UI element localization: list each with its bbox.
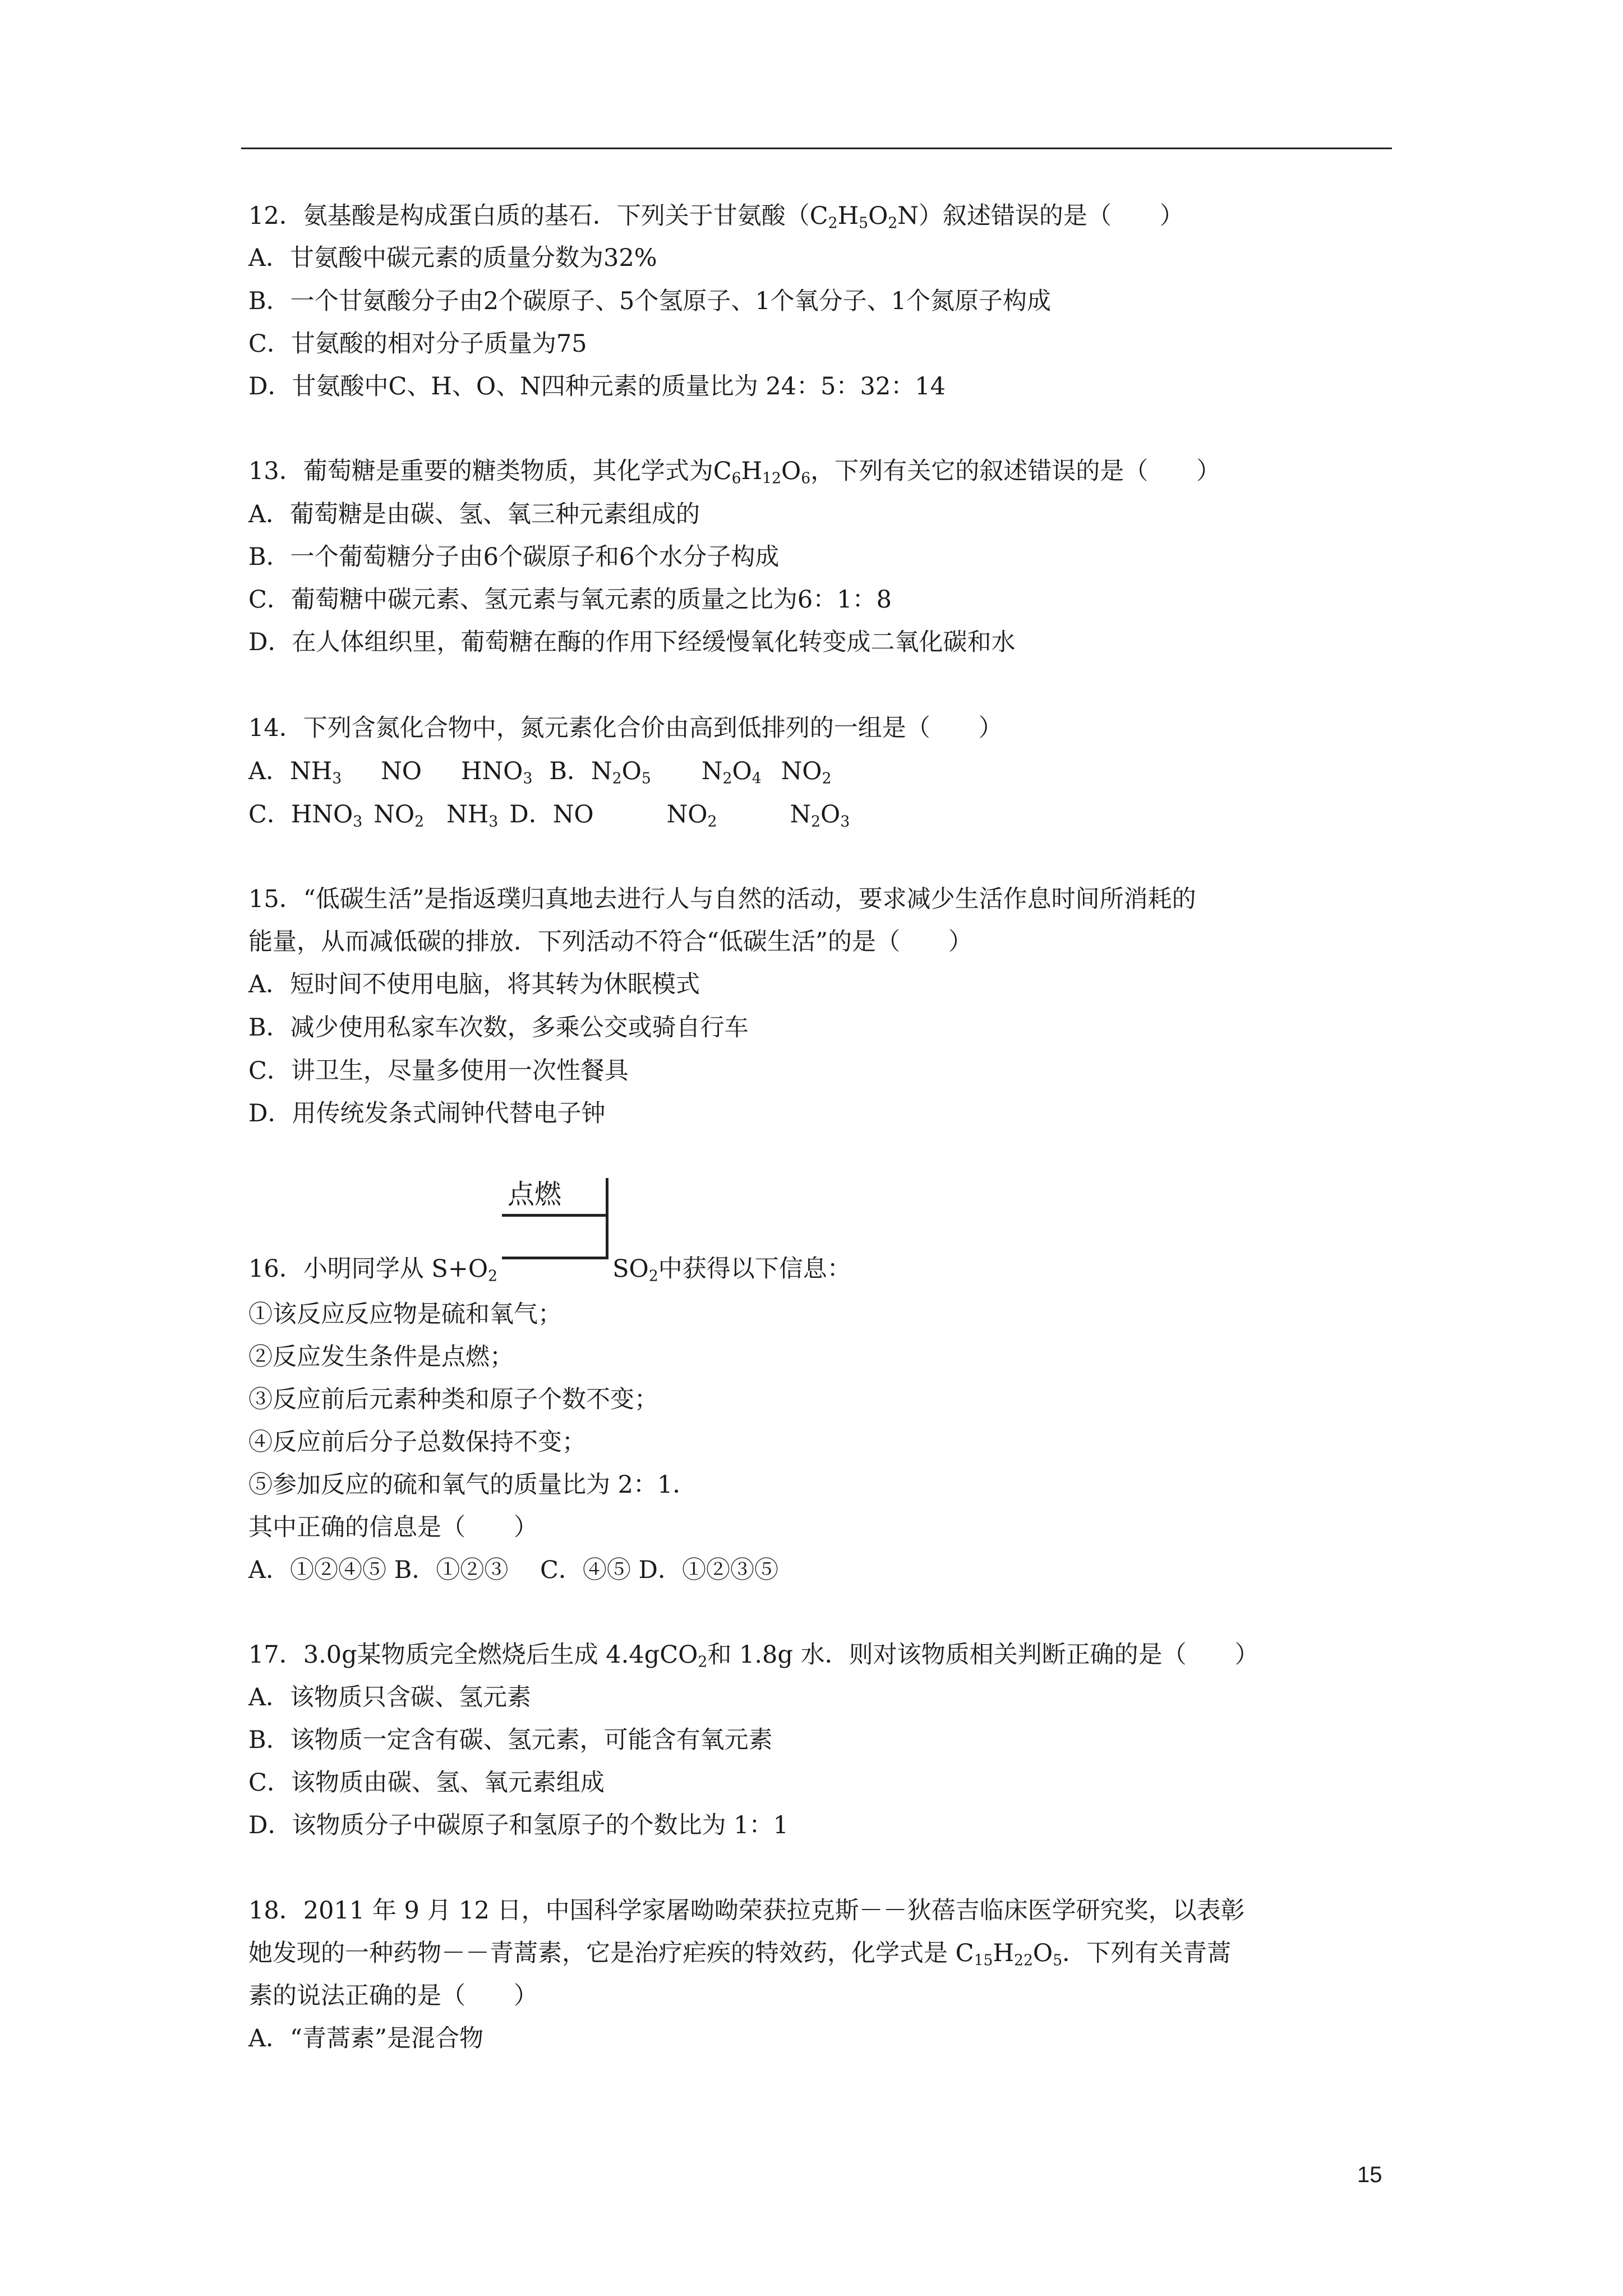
- q18-option-a: A．“青蒿素”是混合物: [248, 2024, 484, 2053]
- q16-stem: 16．小明同学从 $S+O_2$ $SO_2$中获得以下信息：: [248, 1255, 851, 1285]
- q15-option-b: B．减少使用私家车次数，多乘公交或骑自行车: [248, 1014, 749, 1042]
- q12-option-d: D．甘氨酸中C、H、O、N四种元素的质量比为 24：5：32：14: [248, 372, 946, 401]
- q18-stem-line3: 素的说法正确的是（ ）: [248, 1982, 538, 2010]
- q15-option-d: D．用传统发条式闹钟代替电子钟: [248, 1099, 606, 1128]
- q17-option-b: B．该物质一定含有碳、氢元素，可能含有氧元素: [248, 1726, 773, 1754]
- condition-vertical-line: [606, 1178, 608, 1259]
- q16-info-5: ⑤参加反应的硫和氧气的质量比为 2：1．: [248, 1471, 697, 1499]
- q17-option-c: C．该物质由碳、氢、氧元素组成: [248, 1769, 605, 1797]
- q16-ask: 其中正确的信息是（ ）: [248, 1513, 538, 1542]
- q18-stem-line2: 她发现的一种药物－－青蒿素，它是治疗疟疾的特效药，化学式是 $C_{15}H_{22}O_5$．下列有关青蒿: [248, 1939, 1232, 1970]
- q14-options-cd: C．$HNO_3$ $NO_2$ $NH_3$ D．NO $NO_2$ $N_2O_3$: [248, 800, 850, 831]
- condition-top-line: [502, 1214, 608, 1217]
- q13-stem: 13．葡萄糖是重要的糖类物质，其化学式为$C_6H_{12}O_6$，下列有关它的叙述错误的是（ ）: [248, 457, 1221, 487]
- q16-info-3: ③反应前后元素种类和原子个数不变；: [248, 1386, 658, 1414]
- q13-option-d: D．在人体组织里，葡萄糖在酶的作用下经缓慢氧化转变成二氧化碳和水: [248, 628, 1016, 656]
- q16-info-4: ④反应前后分子总数保持不变；: [248, 1428, 586, 1456]
- reaction-condition-label: 点燃: [508, 1179, 562, 1210]
- q13-option-c: C．葡萄糖中碳元素、氢元素与氧元素的质量之比为6：1：8: [248, 586, 892, 614]
- q13-option-a: A．葡萄糖是由碳、氢、氧三种元素组成的: [248, 500, 700, 528]
- q16-info-1: ①该反应反应物是硫和氧气；: [248, 1300, 562, 1328]
- q12-stem: 12．氨基酸是构成蛋白质的基石．下列关于甘氨酸$(C_2H_5O_2N)$叙述错误的是（ ）: [248, 202, 1184, 232]
- q15-stem-line2: 能量，从而减低碳的排放．下列活动不符合“低碳生活”的是（ ）: [248, 928, 972, 956]
- q12-option-a: A．甘氨酸中碳元素的质量分数为32%: [248, 244, 657, 272]
- q15-stem-line1: 15．“低碳生活”是指返璞归真地去进行人与自然的活动，要求减少生活作息时间所消耗的: [248, 885, 1196, 913]
- q18-stem-line1: 18．2011 年 9 月 12 日，中国科学家屠呦呦荣获拉克斯－－狄蓓吉临床医学研究奖，以表彰: [248, 1897, 1245, 1925]
- q15-option-a: A．短时间不使用电脑，将其转为休眠模式: [248, 970, 700, 999]
- reaction-condition-box: [502, 1178, 614, 1261]
- q12-option-c: C．甘氨酸的相对分子质量为75: [248, 330, 587, 358]
- header-rule: [241, 148, 1392, 149]
- q12-option-b: B．一个甘氨酸分子由2个碳原子、5个氢原子、1个氧分子、1个氮原子构成: [248, 287, 1052, 315]
- q16-info-2: ②反应发生条件是点燃；: [248, 1343, 514, 1371]
- q15-option-c: C．讲卫生，尽量多使用一次性餐具: [248, 1057, 629, 1085]
- q14-stem: 14．下列含氮化合物中，氮元素化合价由高到低排列的一组是（ ）: [248, 714, 1003, 742]
- q17-stem: 17．3.0g某物质完全燃烧后生成 4.4gCO$_2$和 1.8g 水．则对该物质相关判断正确的是（ ）: [248, 1641, 1259, 1671]
- q17-option-a: A．该物质只含碳、氢元素: [248, 1683, 532, 1711]
- q14-options-ab: A．$NH_3$ NO $HNO_3$ B．$N_2O_5$ $N_2O_4$ $NO_2$: [248, 757, 832, 788]
- page-number: 15: [1357, 2162, 1382, 2187]
- q13-option-b: B．一个葡萄糖分子由6个碳原子和6个水分子构成: [248, 543, 780, 571]
- q17-option-d: D．该物质分子中碳原子和氢原子的个数比为 1：1: [248, 1811, 789, 1839]
- q16-options: A．①②④⑤ B．①②③ C．④⑤ D．①②③⑤: [248, 1556, 779, 1584]
